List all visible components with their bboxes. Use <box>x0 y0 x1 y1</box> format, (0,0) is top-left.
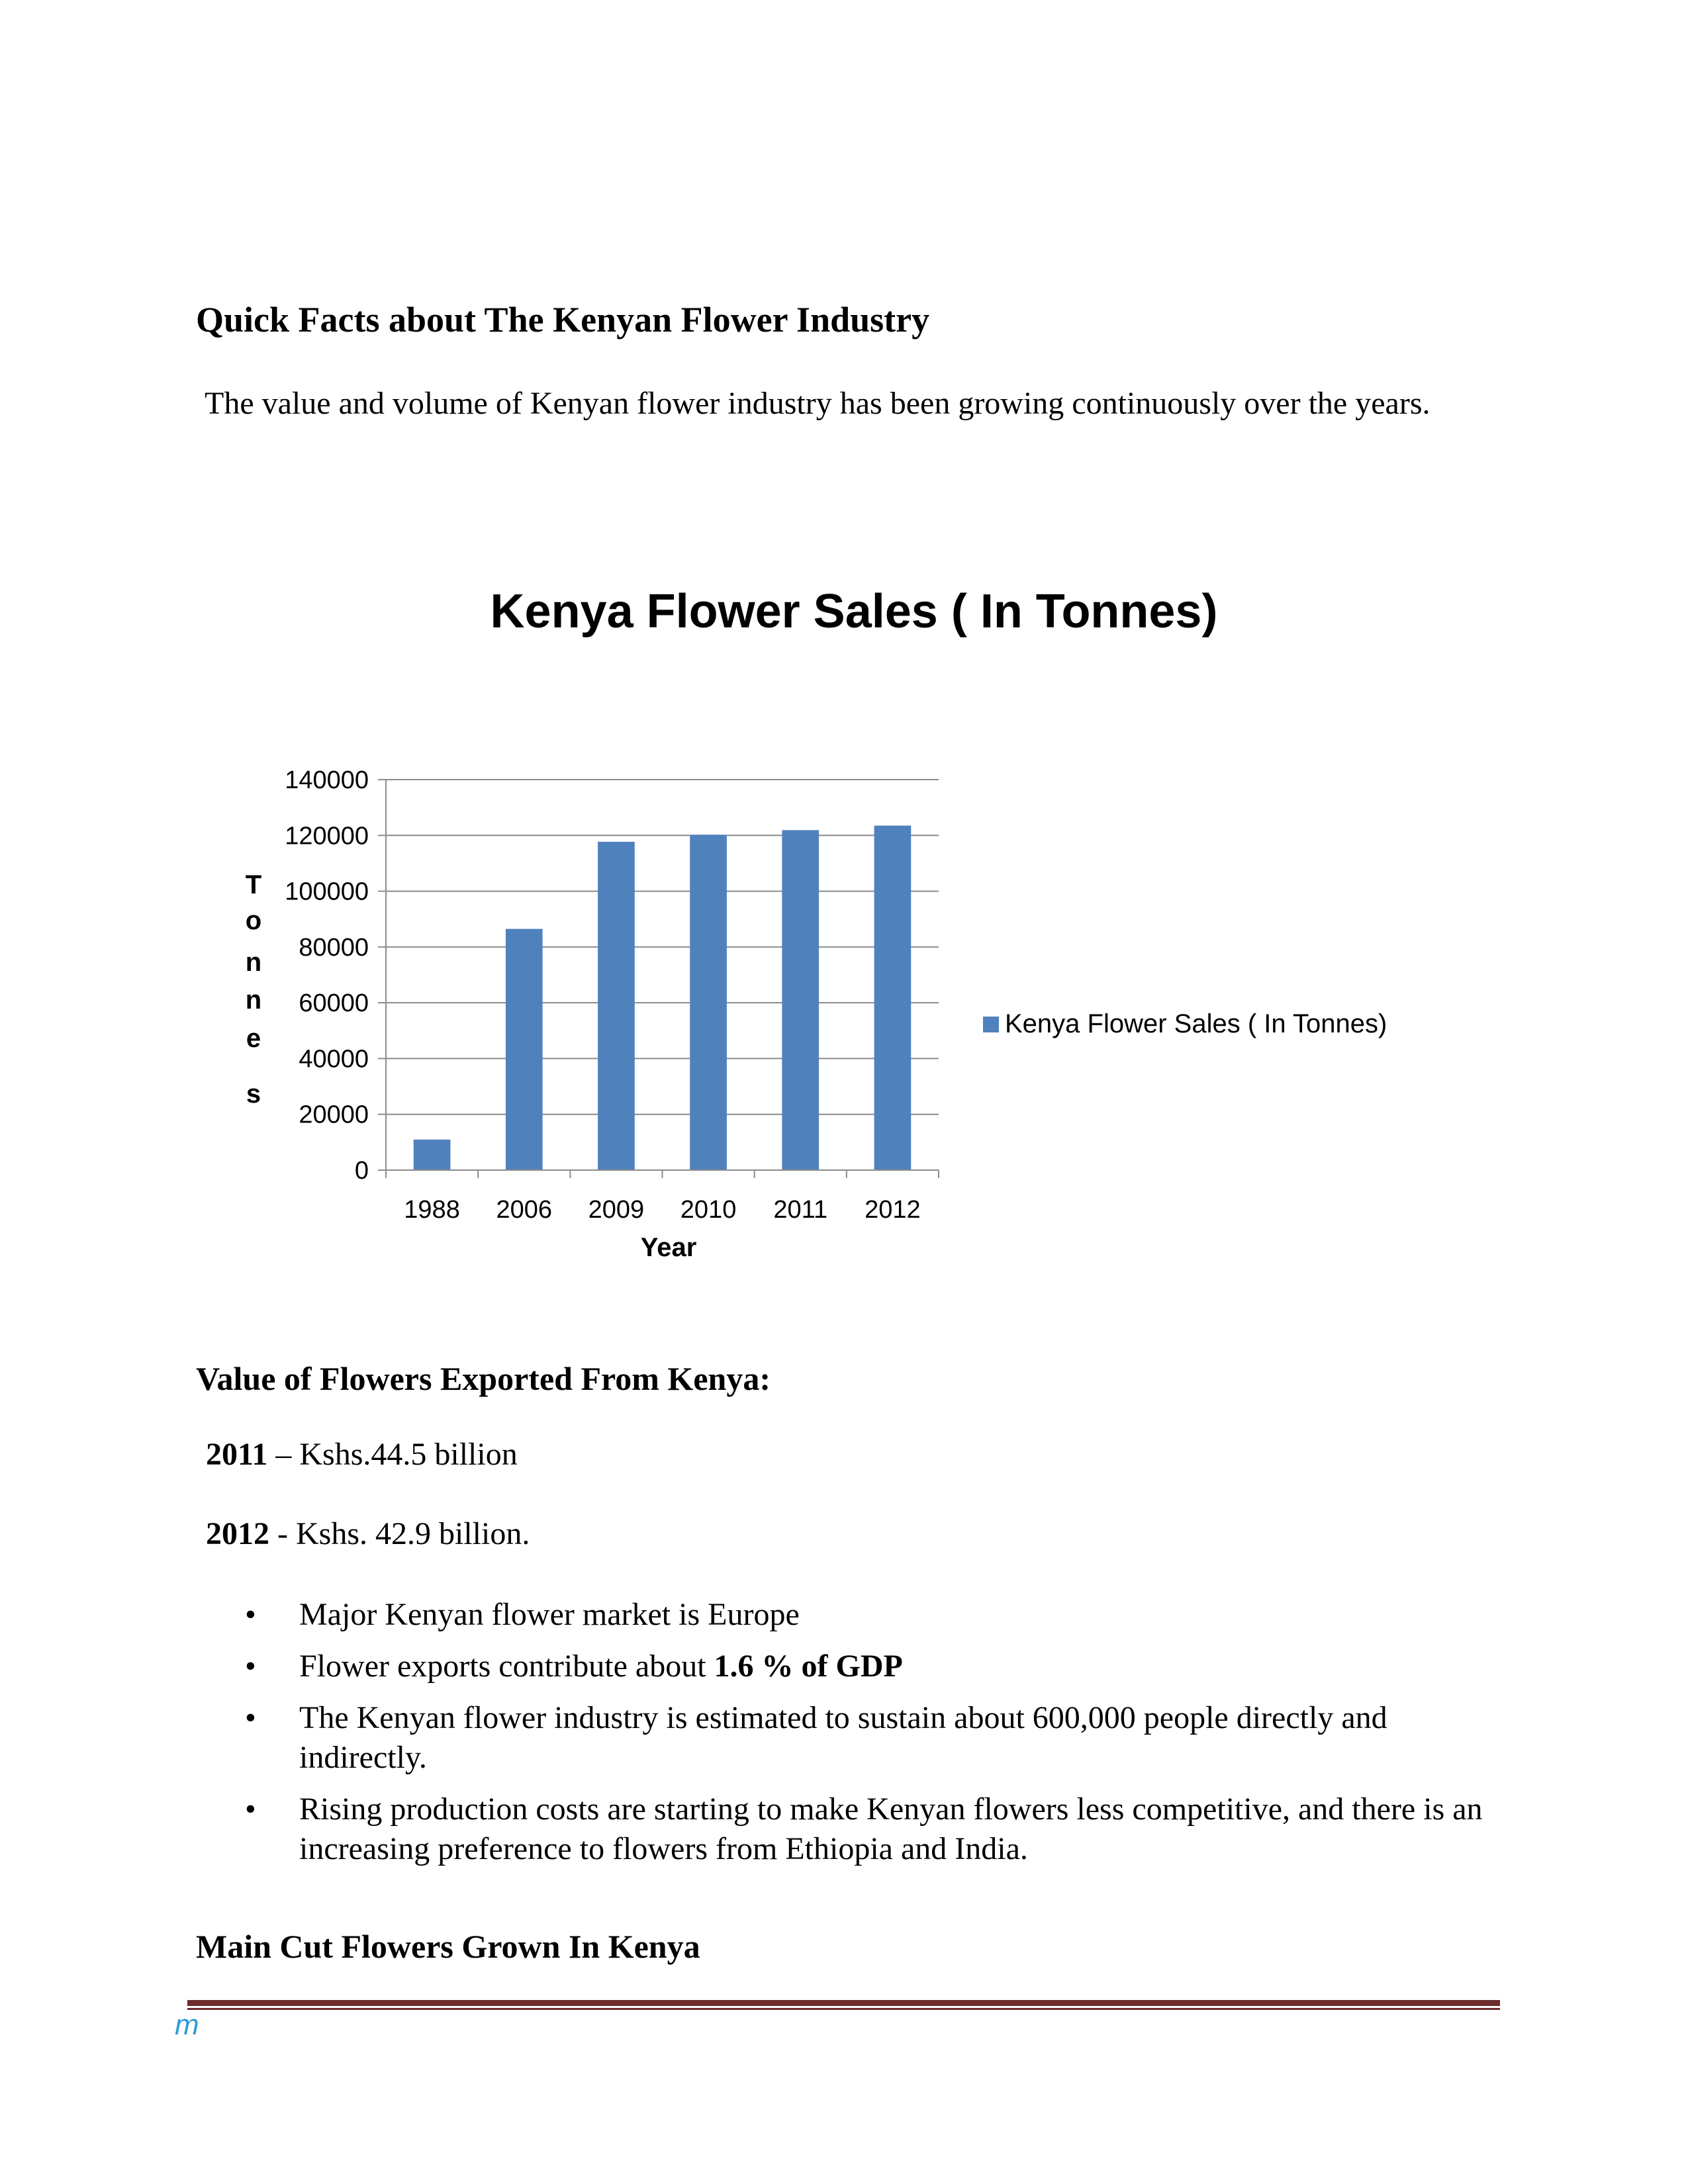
x-axis-title: Year <box>640 1233 697 1262</box>
y-tick-label: 80000 <box>299 933 369 962</box>
y-axis-title-letter: n <box>245 985 262 1015</box>
list-item <box>245 1790 1489 1869</box>
bar-2010 <box>690 835 727 1170</box>
x-tick-labels <box>404 1196 920 1224</box>
y-tick-labels <box>285 766 369 1185</box>
chart-title: Kenya Flower Sales ( In Tonnes) <box>490 585 1218 638</box>
bullet-text: The Kenyan flower industry is estimated to sustain about 600,000 people directly and indirectly. <box>299 1700 1387 1775</box>
y-axis-title-letter: T <box>245 870 262 899</box>
y-axis-title-letter: s <box>246 1079 261 1109</box>
y-tick-label: 0 <box>354 1157 369 1185</box>
bullet-text: Flower exports contribute about <box>299 1649 714 1684</box>
x-tick-label: 2009 <box>588 1196 645 1224</box>
y-axis-title <box>246 870 261 1109</box>
y-tick-label: 20000 <box>299 1101 369 1129</box>
bar-2012 <box>874 825 912 1170</box>
bar-1988 <box>414 1140 451 1170</box>
facts-bullet-list <box>245 1595 1489 1881</box>
bullet-icon: • <box>245 1649 256 1684</box>
x-tick-label: 2006 <box>496 1196 553 1224</box>
list-item <box>245 1647 1489 1686</box>
legend-swatch <box>983 1017 999 1032</box>
footer-rule <box>187 2000 1500 2006</box>
y-axis-title-letter: n <box>245 948 262 977</box>
list-item <box>245 1698 1489 1778</box>
x-tick-label: 2011 <box>773 1196 828 1224</box>
value-section-title: Value of Flowers Exported From Kenya: <box>196 1360 771 1397</box>
chart-axes <box>386 780 939 1178</box>
list-item <box>245 1595 1489 1635</box>
page-heading: Quick Facts about The Kenyan Flower Industry <box>196 300 930 340</box>
value-amount: Kshs.44.5 billion <box>299 1437 518 1472</box>
bar-2009 <box>598 842 635 1170</box>
bullet-emphasis: 1.6 % of GDP <box>714 1649 903 1684</box>
intro-paragraph: The value and volume of Kenyan flower industry has been growing continuously over the years. <box>205 386 1430 421</box>
x-tick-label: 2010 <box>680 1196 737 1224</box>
value-separator: - <box>269 1516 296 1551</box>
y-tick-label: 40000 <box>299 1045 369 1073</box>
y-tick-label: 100000 <box>285 878 369 906</box>
y-tick-label: 60000 <box>299 989 369 1018</box>
value-entry-2012 <box>206 1516 530 1552</box>
y-tick-label: 140000 <box>285 766 369 794</box>
value-entry-2011 <box>206 1436 518 1473</box>
bullet-text: Major Kenyan flower market is Europe <box>299 1597 800 1632</box>
value-separator: – <box>267 1437 300 1472</box>
y-axis-title-letter: o <box>245 906 262 935</box>
chart-bars <box>414 825 912 1170</box>
legend-label: Kenya Flower Sales ( In Tonnes) <box>1005 1009 1387 1038</box>
value-amount: Kshs. 42.9 billion. <box>295 1516 530 1551</box>
main-flowers-title: Main Cut Flowers Grown In Kenya <box>196 1928 700 1965</box>
chart-grid <box>378 780 939 1170</box>
value-year: 2011 <box>206 1437 268 1472</box>
bar-2006 <box>506 929 543 1170</box>
bar-2011 <box>782 830 819 1170</box>
y-axis-title-letter: e <box>246 1024 261 1053</box>
bullet-text: Rising production costs are starting to make Kenyan flowers less competitive, and there is an increasing preference to flowers from Ethiopia and India. <box>299 1792 1483 1866</box>
footer-mark: m <box>175 2009 199 2041</box>
y-tick-label: 120000 <box>285 822 369 850</box>
value-year: 2012 <box>206 1516 269 1551</box>
bullet-icon: • <box>245 1597 256 1632</box>
x-tick-label: 1988 <box>404 1196 460 1224</box>
footer-rule-thin <box>187 2008 1500 2010</box>
bullet-icon: • <box>245 1792 256 1827</box>
x-tick-label: 2012 <box>865 1196 921 1224</box>
bullet-icon: • <box>245 1700 256 1735</box>
